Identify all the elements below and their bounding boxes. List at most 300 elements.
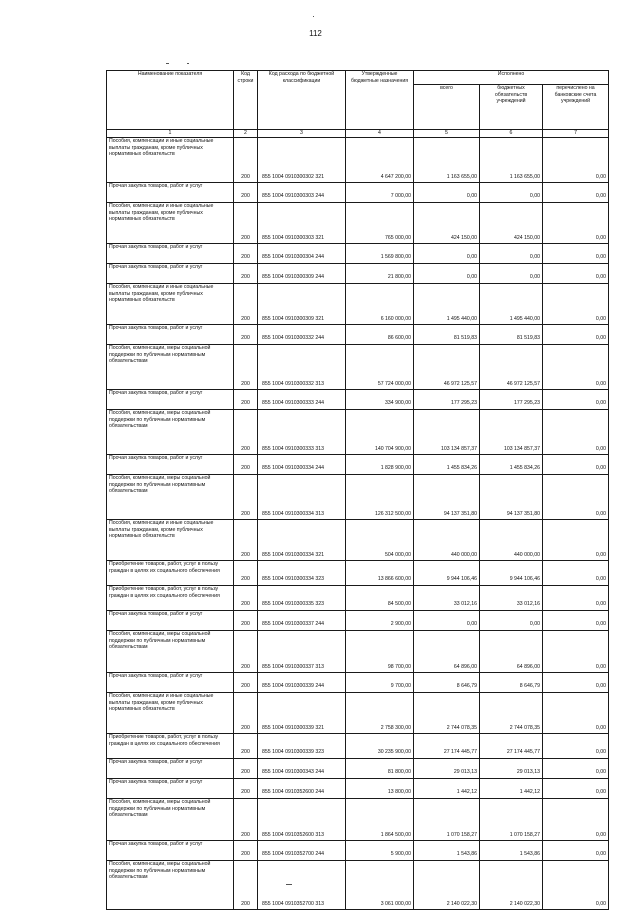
row-spacer-cell: [258, 759, 346, 770]
header-row: [107, 71, 609, 85]
row-approved: 5 900,00: [346, 851, 414, 860]
row-executed-total: 1 070 158,27: [414, 832, 480, 841]
row-spacer-cell: [234, 390, 258, 401]
row-executed-transferred: 0,00: [543, 174, 609, 183]
row-spacer-cell: [414, 799, 480, 832]
row-spacer-cell: [414, 561, 480, 577]
row-executed-obligations: 1 455 834,26: [480, 465, 543, 474]
row-spacer-cell: [414, 520, 480, 552]
row-executed-total: 440 000,00: [414, 552, 480, 561]
header-executed-transferred: перечислено на банковские счета учреждений: [543, 85, 609, 130]
row-indicator-name: Прочая закупка товаров, работ и услуг: [107, 759, 234, 779]
row-indicator-name: Пособия, компенсации, меры социальной поддержки по публичным нормативным обязательствам: [107, 861, 234, 910]
row-approved: 126 312 500,00: [346, 511, 414, 520]
row-spacer-cell: [346, 799, 414, 832]
row-spacer-cell: [543, 586, 609, 602]
row-spacer-cell: [258, 734, 346, 750]
row-kbk-code: 855 1004 0910300334 321: [258, 552, 346, 561]
row-spacer-cell: [234, 861, 258, 901]
row-spacer-cell: [258, 861, 346, 901]
row-executed-obligations: 33 012,16: [480, 601, 543, 610]
row-spacer-cell: [414, 203, 480, 235]
row-line-code: 200: [234, 664, 258, 673]
table-row: [107, 264, 609, 275]
row-spacer-cell: [480, 586, 543, 602]
header-executed-obligations: бюджетных обязательств учреждений: [480, 85, 543, 130]
table-row: [107, 138, 609, 174]
column-number: 4: [346, 130, 414, 138]
row-line-code: 200: [234, 601, 258, 610]
row-spacer-cell: [414, 673, 480, 684]
row-spacer-cell: [258, 779, 346, 790]
row-line-code: 200: [234, 576, 258, 585]
row-spacer-cell: [414, 390, 480, 401]
row-kbk-code: 855 1004 0910300339 244: [258, 683, 346, 692]
budget-execution-table: [106, 70, 609, 910]
row-spacer-cell: [346, 734, 414, 750]
table-row: [107, 244, 609, 255]
row-spacer-cell: [234, 673, 258, 684]
row-spacer-cell: [480, 264, 543, 275]
row-spacer-cell: [414, 244, 480, 255]
row-executed-transferred: 0,00: [543, 769, 609, 778]
scan-speck: [166, 63, 169, 64]
row-approved: 1 828 900,00: [346, 465, 414, 474]
row-spacer-cell: [234, 611, 258, 622]
row-line-code: 200: [234, 621, 258, 630]
row-indicator-name: Прочая закупка товаров, работ и услуг: [107, 611, 234, 631]
row-kbk-code: 855 1004 0910352700 244: [258, 851, 346, 860]
row-executed-transferred: 0,00: [543, 832, 609, 841]
row-indicator-name: Приобретение товаров, работ, услуг в пользу граждан в целях их социального обеспечения: [107, 561, 234, 586]
row-spacer-cell: [414, 138, 480, 174]
row-approved: 7 000,00: [346, 193, 414, 202]
row-executed-obligations: 2 744 078,35: [480, 725, 543, 734]
row-spacer-cell: [543, 759, 609, 770]
row-indicator-name: Прочая закупка товаров, работ и услуг: [107, 244, 234, 264]
row-spacer-cell: [346, 673, 414, 684]
row-spacer-cell: [543, 264, 609, 275]
row-indicator-name: Пособия, компенсации и иные социальные выплаты гражданам, кроме публичных нормативных обязательств: [107, 693, 234, 734]
row-spacer-cell: [414, 284, 480, 316]
row-spacer-cell: [480, 284, 543, 316]
row-line-code: 200: [234, 725, 258, 734]
row-spacer-cell: [543, 138, 609, 174]
row-spacer-cell: [543, 183, 609, 194]
row-line-code: 200: [234, 851, 258, 860]
table-row: [107, 203, 609, 235]
row-spacer-cell: [346, 455, 414, 466]
row-approved: 86 600,00: [346, 335, 414, 344]
row-executed-transferred: 0,00: [543, 851, 609, 860]
row-executed-obligations: 46 972 125,57: [480, 381, 543, 390]
row-spacer-cell: [543, 244, 609, 255]
row-spacer-cell: [543, 475, 609, 511]
column-number: 6: [480, 130, 543, 138]
row-spacer-cell: [480, 759, 543, 770]
row-kbk-code: 855 1004 0910300303 244: [258, 193, 346, 202]
row-line-code: 200: [234, 465, 258, 474]
row-spacer-cell: [414, 759, 480, 770]
header-approved: Утвержденные бюджетные назначения: [346, 71, 414, 130]
row-executed-transferred: 0,00: [543, 601, 609, 610]
row-spacer-cell: [234, 264, 258, 275]
row-line-code: 200: [234, 235, 258, 244]
row-executed-total: 64 896,00: [414, 664, 480, 673]
row-kbk-code: 855 1004 0910300309 321: [258, 316, 346, 325]
row-approved: 84 500,00: [346, 601, 414, 610]
row-spacer-cell: [258, 455, 346, 466]
row-spacer-cell: [414, 861, 480, 901]
row-kbk-code: 855 1004 0910300337 313: [258, 664, 346, 673]
table-row: [107, 693, 609, 725]
row-spacer-cell: [414, 410, 480, 446]
row-approved: 1 864 500,00: [346, 832, 414, 841]
row-kbk-code: 855 1004 0910352600 244: [258, 789, 346, 798]
row-spacer-cell: [258, 841, 346, 852]
row-spacer-cell: [234, 631, 258, 664]
row-spacer-cell: [258, 345, 346, 381]
row-spacer-cell: [258, 673, 346, 684]
row-indicator-name: Пособия, компенсации и иные социальные выплаты гражданам, кроме публичных нормативных обязательств: [107, 284, 234, 325]
row-executed-obligations: 1 442,12: [480, 789, 543, 798]
row-spacer-cell: [234, 203, 258, 235]
row-spacer-cell: [543, 410, 609, 446]
row-spacer-cell: [346, 183, 414, 194]
row-indicator-name: Прочая закупка товаров, работ и услуг: [107, 673, 234, 693]
row-spacer-cell: [480, 611, 543, 622]
row-executed-obligations: 27 174 445,77: [480, 749, 543, 758]
row-spacer-cell: [258, 631, 346, 664]
row-spacer-cell: [346, 631, 414, 664]
row-kbk-code: 855 1004 0910300334 313: [258, 511, 346, 520]
row-kbk-code: 855 1004 0910300303 321: [258, 235, 346, 244]
row-spacer-cell: [414, 345, 480, 381]
row-approved: 30 235 900,00: [346, 749, 414, 758]
row-executed-transferred: 0,00: [543, 316, 609, 325]
row-executed-transferred: 0,00: [543, 446, 609, 455]
row-executed-total: 27 174 445,77: [414, 749, 480, 758]
row-executed-total: 29 013,13: [414, 769, 480, 778]
row-spacer-cell: [346, 561, 414, 577]
table-row: [107, 586, 609, 602]
row-spacer-cell: [258, 561, 346, 577]
row-executed-obligations: 29 013,13: [480, 769, 543, 778]
row-spacer-cell: [414, 586, 480, 602]
row-spacer-cell: [346, 841, 414, 852]
row-spacer-cell: [346, 264, 414, 275]
table-row: [107, 284, 609, 316]
row-spacer-cell: [543, 520, 609, 552]
row-kbk-code: 855 1004 0910300337 244: [258, 621, 346, 630]
row-spacer-cell: [480, 861, 543, 901]
column-number-row: [107, 130, 609, 138]
row-executed-total: 33 012,16: [414, 601, 480, 610]
header-kbk-code: Код расхода по бюджетной классификации: [258, 71, 346, 130]
row-spacer-cell: [234, 734, 258, 750]
row-line-code: 200: [234, 749, 258, 758]
row-kbk-code: 855 1004 0910300339 323: [258, 749, 346, 758]
row-kbk-code: 855 1004 0910300334 244: [258, 465, 346, 474]
table-row: [107, 390, 609, 401]
row-indicator-name: Приобретение товаров, работ, услуг в пользу граждан в целях их социального обеспечения: [107, 586, 234, 611]
row-spacer-cell: [258, 586, 346, 602]
row-spacer-cell: [414, 264, 480, 275]
row-spacer-cell: [346, 586, 414, 602]
table-row: [107, 410, 609, 446]
row-spacer-cell: [543, 673, 609, 684]
row-indicator-name: Прочая закупка товаров, работ и услуг: [107, 779, 234, 799]
row-approved: 6 160 000,00: [346, 316, 414, 325]
row-executed-total: 2 744 078,35: [414, 725, 480, 734]
row-spacer-cell: [234, 520, 258, 552]
row-approved: 1 569 800,00: [346, 254, 414, 263]
row-spacer-cell: [543, 325, 609, 336]
row-executed-transferred: 0,00: [543, 664, 609, 673]
row-spacer-cell: [346, 759, 414, 770]
table-row: [107, 673, 609, 684]
row-kbk-code: 855 1004 0910300333 313: [258, 446, 346, 455]
row-executed-total: 177 295,23: [414, 400, 480, 409]
row-approved: 57 724 000,00: [346, 381, 414, 390]
row-executed-total: 1 455 834,26: [414, 465, 480, 474]
row-executed-obligations: 0,00: [480, 621, 543, 630]
row-kbk-code: 855 1004 0910300304 244: [258, 254, 346, 263]
row-indicator-name: Прочая закупка товаров, работ и услуг: [107, 841, 234, 861]
row-spacer-cell: [234, 841, 258, 852]
row-executed-obligations: 2 140 022,30: [480, 901, 543, 910]
row-spacer-cell: [258, 203, 346, 235]
row-executed-obligations: 177 295,23: [480, 400, 543, 409]
row-spacer-cell: [480, 475, 543, 511]
row-spacer-cell: [414, 455, 480, 466]
row-spacer-cell: [258, 475, 346, 511]
row-spacer-cell: [346, 861, 414, 901]
table-row: [107, 183, 609, 194]
row-approved: 21 800,00: [346, 274, 414, 283]
row-spacer-cell: [414, 325, 480, 336]
row-approved: 2 900,00: [346, 621, 414, 630]
row-approved: 2 758 300,00: [346, 725, 414, 734]
row-indicator-name: Прочая закупка товаров, работ и услуг: [107, 264, 234, 284]
row-approved: 4 647 200,00: [346, 174, 414, 183]
row-spacer-cell: [414, 779, 480, 790]
row-line-code: 200: [234, 683, 258, 692]
row-approved: 81 800,00: [346, 769, 414, 778]
row-approved: 13 866 600,00: [346, 576, 414, 585]
row-line-code: 200: [234, 832, 258, 841]
row-spacer-cell: [346, 345, 414, 381]
row-executed-obligations: 424 150,00: [480, 235, 543, 244]
row-spacer-cell: [480, 390, 543, 401]
row-spacer-cell: [234, 183, 258, 194]
row-approved: 765 000,00: [346, 235, 414, 244]
row-executed-transferred: 0,00: [543, 193, 609, 202]
row-line-code: 200: [234, 400, 258, 409]
row-spacer-cell: [346, 325, 414, 336]
row-spacer-cell: [346, 390, 414, 401]
row-executed-transferred: 0,00: [543, 901, 609, 910]
row-executed-total: 9 944 106,46: [414, 576, 480, 585]
row-executed-transferred: 0,00: [543, 725, 609, 734]
row-kbk-code: 855 1004 0910352700 313: [258, 901, 346, 910]
row-spacer-cell: [234, 345, 258, 381]
table-row: [107, 759, 609, 770]
row-spacer-cell: [234, 475, 258, 511]
row-executed-obligations: 8 646,79: [480, 683, 543, 692]
row-executed-total: 1 163 655,00: [414, 174, 480, 183]
row-approved: 3 061 000,00: [346, 901, 414, 910]
row-executed-obligations: 440 000,00: [480, 552, 543, 561]
row-spacer-cell: [234, 693, 258, 725]
row-executed-total: 424 150,00: [414, 235, 480, 244]
row-line-code: 200: [234, 789, 258, 798]
row-spacer-cell: [480, 244, 543, 255]
row-indicator-name: Пособия, компенсации и иные социальные выплаты гражданам, кроме публичных нормативных обязательств: [107, 138, 234, 183]
row-indicator-name: Прочая закупка товаров, работ и услуг: [107, 390, 234, 410]
row-executed-total: 0,00: [414, 274, 480, 283]
row-spacer-cell: [346, 475, 414, 511]
row-executed-total: 0,00: [414, 621, 480, 630]
row-spacer-cell: [480, 410, 543, 446]
table-row: [107, 631, 609, 664]
row-approved: 504 000,00: [346, 552, 414, 561]
row-spacer-cell: [480, 799, 543, 832]
column-number: 1: [107, 130, 234, 138]
table-row: [107, 841, 609, 852]
scan-speck: [187, 63, 189, 64]
row-approved: 13 800,00: [346, 789, 414, 798]
row-executed-transferred: 0,00: [543, 552, 609, 561]
row-spacer-cell: [234, 325, 258, 336]
row-spacer-cell: [346, 693, 414, 725]
row-executed-total: 0,00: [414, 193, 480, 202]
row-indicator-name: Прочая закупка товаров, работ и услуг: [107, 183, 234, 203]
row-spacer-cell: [543, 734, 609, 750]
row-spacer-cell: [234, 410, 258, 446]
row-spacer-cell: [258, 799, 346, 832]
row-spacer-cell: [480, 841, 543, 852]
row-spacer-cell: [414, 183, 480, 194]
row-indicator-name: Пособия, компенсации, меры социальной поддержки по публичным нормативным обязательствам: [107, 410, 234, 455]
row-spacer-cell: [258, 693, 346, 725]
row-kbk-code: 855 1004 0910300339 321: [258, 725, 346, 734]
table-row: [107, 455, 609, 466]
row-spacer-cell: [543, 203, 609, 235]
row-spacer-cell: [543, 631, 609, 664]
row-spacer-cell: [543, 284, 609, 316]
table-row: [107, 861, 609, 901]
row-kbk-code: 855 1004 0910300343 244: [258, 769, 346, 778]
row-spacer-cell: [543, 799, 609, 832]
row-spacer-cell: [258, 264, 346, 275]
row-indicator-name: Пособия, компенсации, меры социальной поддержки по публичным нормативным обязательствам: [107, 475, 234, 520]
table-row: [107, 611, 609, 622]
row-spacer-cell: [346, 410, 414, 446]
row-executed-transferred: 0,00: [543, 683, 609, 692]
row-executed-total: 8 646,79: [414, 683, 480, 692]
row-indicator-name: Пособия, компенсации и иные социальные выплаты гражданам, кроме публичных нормативных обязательств: [107, 520, 234, 561]
header-executed-total: всего: [414, 85, 480, 130]
row-executed-obligations: 103 134 857,37: [480, 446, 543, 455]
row-spacer-cell: [234, 759, 258, 770]
row-spacer-cell: [234, 799, 258, 832]
row-line-code: 200: [234, 274, 258, 283]
row-spacer-cell: [543, 693, 609, 725]
row-kbk-code: 855 1004 0910300334 323: [258, 576, 346, 585]
row-spacer-cell: [543, 861, 609, 901]
row-executed-total: 1 543,86: [414, 851, 480, 860]
row-spacer-cell: [543, 611, 609, 622]
row-spacer-cell: [480, 631, 543, 664]
row-executed-total: 1 442,12: [414, 789, 480, 798]
row-spacer-cell: [258, 138, 346, 174]
row-kbk-code: 855 1004 0910300332 313: [258, 381, 346, 390]
row-spacer-cell: [414, 841, 480, 852]
table-row: [107, 799, 609, 832]
row-approved: 9 700,00: [346, 683, 414, 692]
row-executed-transferred: 0,00: [543, 381, 609, 390]
row-line-code: 200: [234, 174, 258, 183]
row-line-code: 200: [234, 901, 258, 910]
row-executed-obligations: 9 944 106,46: [480, 576, 543, 585]
row-spacer-cell: [414, 693, 480, 725]
row-approved: 140 704 900,00: [346, 446, 414, 455]
table-row: [107, 325, 609, 336]
row-spacer-cell: [346, 244, 414, 255]
row-executed-total: 81 519,83: [414, 335, 480, 344]
row-spacer-cell: [480, 520, 543, 552]
row-line-code: 200: [234, 511, 258, 520]
row-spacer-cell: [543, 345, 609, 381]
row-line-code: 200: [234, 381, 258, 390]
row-indicator-name: Пособия, компенсации, меры социальной поддержки по публичным нормативным обязательствам: [107, 345, 234, 390]
row-spacer-cell: [480, 561, 543, 577]
row-spacer-cell: [346, 611, 414, 622]
row-spacer-cell: [480, 673, 543, 684]
row-spacer-cell: [480, 183, 543, 194]
row-executed-obligations: 1 543,86: [480, 851, 543, 860]
row-spacer-cell: [543, 561, 609, 577]
row-spacer-cell: [414, 611, 480, 622]
row-kbk-code: 855 1004 0910300335 323: [258, 601, 346, 610]
header-indicator-name: Наименование показателя: [107, 71, 234, 130]
row-executed-obligations: 0,00: [480, 254, 543, 263]
row-spacer-cell: [414, 631, 480, 664]
row-executed-transferred: 0,00: [543, 511, 609, 520]
table-row: [107, 345, 609, 381]
row-spacer-cell: [234, 455, 258, 466]
row-executed-transferred: 0,00: [543, 235, 609, 244]
row-spacer-cell: [346, 779, 414, 790]
table-row: [107, 475, 609, 511]
row-indicator-name: Прочая закупка товаров, работ и услуг: [107, 455, 234, 475]
row-executed-transferred: 0,00: [543, 400, 609, 409]
row-executed-obligations: 0,00: [480, 193, 543, 202]
row-approved: 334 900,00: [346, 400, 414, 409]
row-spacer-cell: [346, 284, 414, 316]
row-spacer-cell: [258, 520, 346, 552]
table-row: [107, 561, 609, 577]
row-executed-total: 46 972 125,57: [414, 381, 480, 390]
row-spacer-cell: [258, 183, 346, 194]
row-executed-total: 103 134 857,37: [414, 446, 480, 455]
row-executed-transferred: 0,00: [543, 621, 609, 630]
row-spacer-cell: [414, 734, 480, 750]
row-spacer-cell: [480, 779, 543, 790]
row-spacer-cell: [480, 138, 543, 174]
row-spacer-cell: [234, 779, 258, 790]
